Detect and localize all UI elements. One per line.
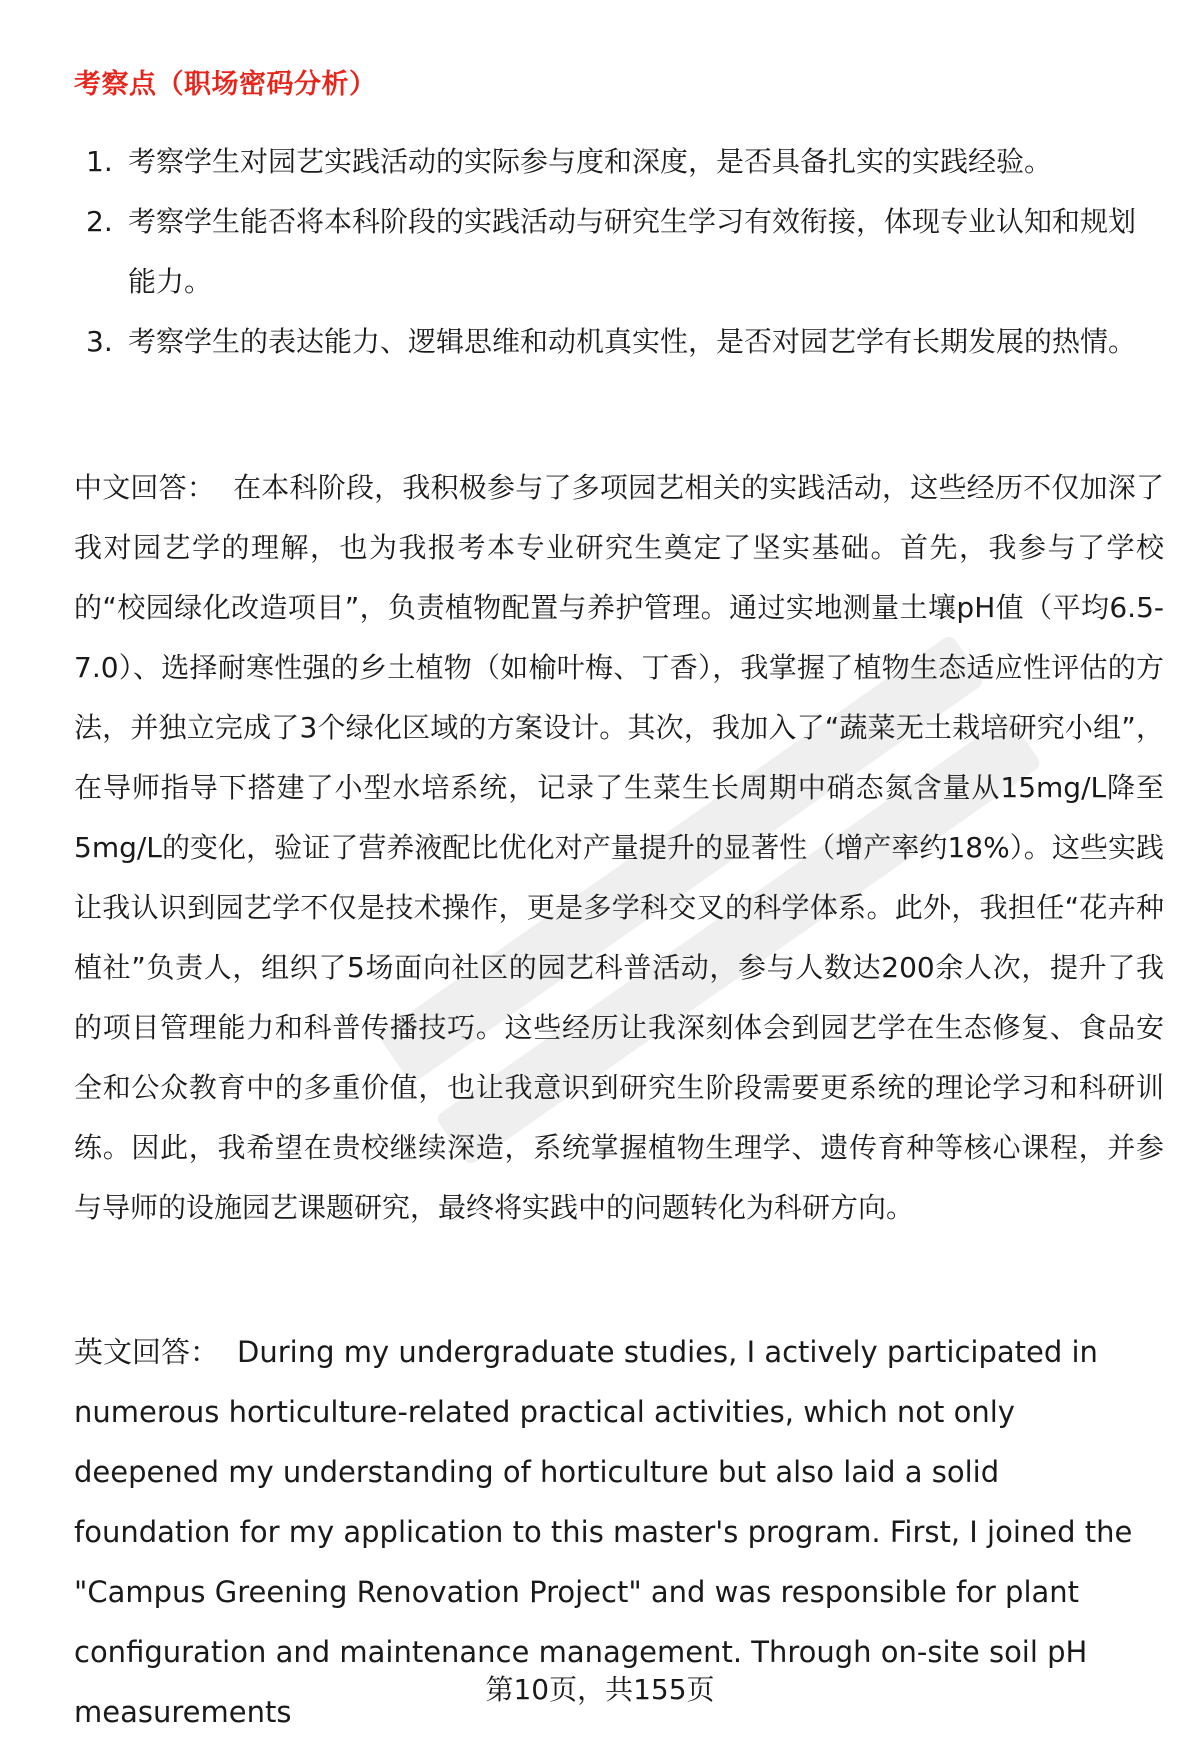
chinese-answer-label: 中文回答： <box>74 471 216 504</box>
assessment-points-list <box>74 132 1154 372</box>
list-item <box>74 192 1154 312</box>
chinese-answer-paragraph <box>74 458 1164 1238</box>
list-item <box>74 132 1154 192</box>
chinese-answer-text: 在本科阶段，我积极参与了多项园艺相关的实践活动，这些经历不仅加深了我对园艺学的理解，也为我报考本专业研究生奠定了坚实基础。首先，我参与了学校的“校园绿化改造项目”，负责植物配置与养护管理。通过实地测量土壤pH值（平均6.5-7.0）、选择耐寒性强的乡土植物（如榆叶梅、丁香），我掌握了植物生态适应性评估的方法，并独立完成了3个绿化区域的方案设计。其次，我加入了“蔬菜无土栽培研究小组”，在导师指导下搭建了小型水培系统，记录了生菜生长周期中硝态氮含量从15mg/L降至5mg/L的变化，验证了营养液配比优化对产量提升的显著性（增产率约18%）。这些实践让我认识到园艺学不仅是技术操作，更是多学科交叉的科学体系。此外，我担任“花卉种植社”负责人，组织了5场面向社区的园艺科普活动，参与人数达200余人次，提升了我的项目管理能力和科普传播技巧。这些经历让我深刻体会到园艺学在生态修复、食品安全和公众教育中的多重价值，也让我意识到研究生阶段需要更系统的理论学习和科研训练。因此，我希望在贵校继续深造，系统掌握植物生理学、遗传育种等核心课程，并参与导师的设施园艺课题研究，最终将实践中的问题转化为科研方向。 <box>74 471 1164 1224</box>
english-answer-label: 英文回答： <box>74 1335 220 1369</box>
list-item-number: 3. <box>86 325 113 358</box>
list-item-text: 考察学生能否将本科阶段的实践活动与研究生学习有效衔接，体现专业认知和规划能力。 <box>128 205 1137 298</box>
list-item-text: 考察学生的表达能力、逻辑思维和动机真实性，是否对园艺学有长期发展的热情。 <box>128 325 1137 358</box>
list-item <box>74 312 1154 372</box>
english-answer-text: During my undergraduate studies, I actively participated in numerous horticulture-related practical activities, which not only deepened my understanding of horticulture but also laid a solid foundation for my application to this master's program. First, I joined the "Campus Greening Renovation Project" and was responsible for plant configuration and maintenance management. Through on-site soil pH measurements <box>74 1335 1133 1729</box>
section-title: 考察点（职场密码分析） <box>74 69 377 100</box>
list-item-number: 2. <box>86 205 113 238</box>
list-item-number: 1. <box>86 145 113 178</box>
list-item-text: 考察学生对园艺实践活动的实际参与度和深度，是否具备扎实的实践经验。 <box>128 145 1053 178</box>
page-number-footer: 第10页，共155页 <box>485 1673 715 1706</box>
